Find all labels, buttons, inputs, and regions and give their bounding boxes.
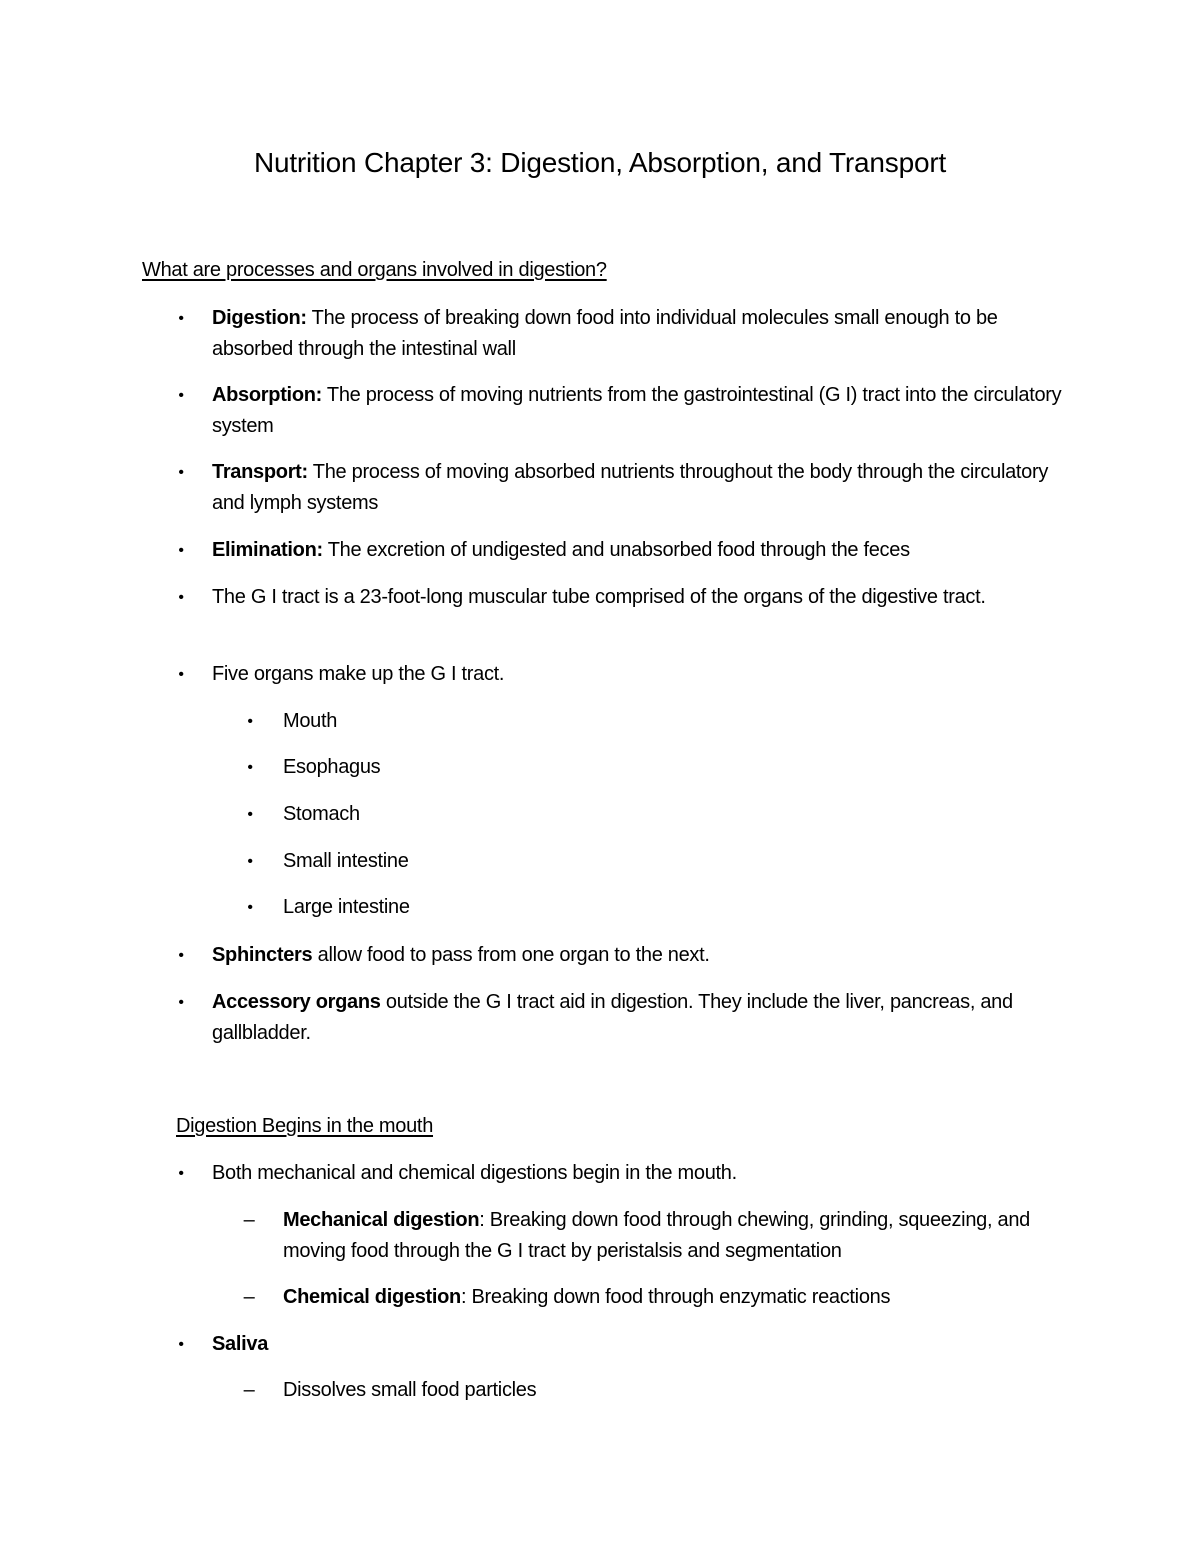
term: Chemical digestion	[283, 1286, 461, 1308]
term: Sphincters	[212, 944, 313, 966]
organ-name: Large intestine	[283, 896, 410, 918]
bullet-icon: •	[247, 713, 253, 730]
list-item-organ	[247, 846, 883, 877]
definition: outside the G I tract aid in digestion. They include the liver, pancreas, and gallbladder.	[212, 991, 1013, 1044]
bullet-icon: •	[178, 387, 184, 404]
sub-list-item	[243, 1375, 1073, 1406]
bullet-icon: •	[178, 1336, 184, 1353]
page-title: Nutrition Chapter 3: Digestion, Absorption, and Transport	[253, 147, 947, 178]
sub-list-item	[243, 1282, 1073, 1313]
list-item	[178, 1329, 1072, 1360]
list-item-organ	[247, 752, 883, 783]
list-item	[178, 457, 1072, 519]
organ-name: Small intestine	[283, 850, 409, 872]
section-heading-processes: What are processes and organs involved in digestion?	[142, 259, 607, 281]
definition: : Breaking down food through enzymatic reactions	[460, 1286, 891, 1308]
bullet-icon: •	[178, 310, 184, 327]
dash-icon: –	[243, 1286, 255, 1308]
bullet-icon: •	[247, 759, 253, 776]
definition: The process of breaking down food into individual molecules small enough to be absorbed through the intestinal wall	[212, 307, 998, 360]
bullet-icon: •	[247, 853, 253, 870]
bullet-icon: •	[178, 666, 184, 683]
section-heading-mouth: Digestion Begins in the mouth	[176, 1115, 434, 1137]
organ-name: Esophagus	[283, 756, 381, 778]
organ-name: Stomach	[283, 803, 360, 825]
list-item	[178, 940, 1072, 971]
list-item	[178, 1158, 1072, 1189]
list-item-organ	[247, 799, 883, 830]
bullet-icon: •	[247, 806, 253, 823]
list-item-organ	[247, 892, 883, 923]
definition: The process of moving absorbed nutrients throughout the body through the circulatory and lymph systems	[212, 461, 1049, 514]
list-item	[178, 380, 1072, 442]
term: Mechanical digestion	[283, 1209, 480, 1231]
definition: Both mechanical and chemical digestions begin in the mouth.	[212, 1162, 737, 1184]
bullet-icon: •	[178, 464, 184, 481]
list-item	[178, 987, 1072, 1049]
definition: The G I tract is a 23-foot-long muscular tube comprised of the organs of the digestive tract.	[212, 586, 986, 608]
bullet-icon: •	[178, 1165, 184, 1182]
list-item-organ	[247, 706, 883, 737]
definition: The process of moving nutrients from the gastrointestinal (G I) tract into the circulatory system	[212, 384, 1062, 437]
sub-list-item	[243, 1205, 1073, 1267]
term: Elimination:	[212, 539, 323, 561]
dash-icon: –	[243, 1209, 255, 1231]
organ-name: Mouth	[283, 710, 338, 732]
term: Transport:	[212, 461, 308, 483]
term: Saliva	[212, 1333, 269, 1355]
bullet-icon: •	[178, 994, 184, 1011]
dash-icon: –	[243, 1379, 255, 1401]
list-item	[178, 659, 1072, 690]
list-item	[178, 303, 1072, 365]
bullet-icon: •	[247, 899, 253, 916]
definition: : Breaking down food through chewing, grinding, squeezing, and moving food through the G I tract by peristalsis and segmentation	[283, 1209, 1030, 1262]
bullet-icon: •	[178, 542, 184, 559]
term: Accessory organs	[212, 991, 381, 1013]
term: Digestion:	[212, 307, 307, 329]
definition: The excretion of undigested and unabsorbed food through the feces	[322, 539, 910, 561]
term: Absorption:	[212, 384, 323, 406]
list-item	[178, 582, 1052, 613]
bullet-icon: •	[178, 589, 184, 606]
definition: Five organs make up the G I tract.	[212, 663, 505, 685]
bullet-icon: •	[178, 947, 184, 964]
definition: allow food to pass from one organ to the next.	[312, 944, 710, 966]
definition: Dissolves small food particles	[283, 1379, 537, 1401]
list-item	[178, 535, 1112, 566]
